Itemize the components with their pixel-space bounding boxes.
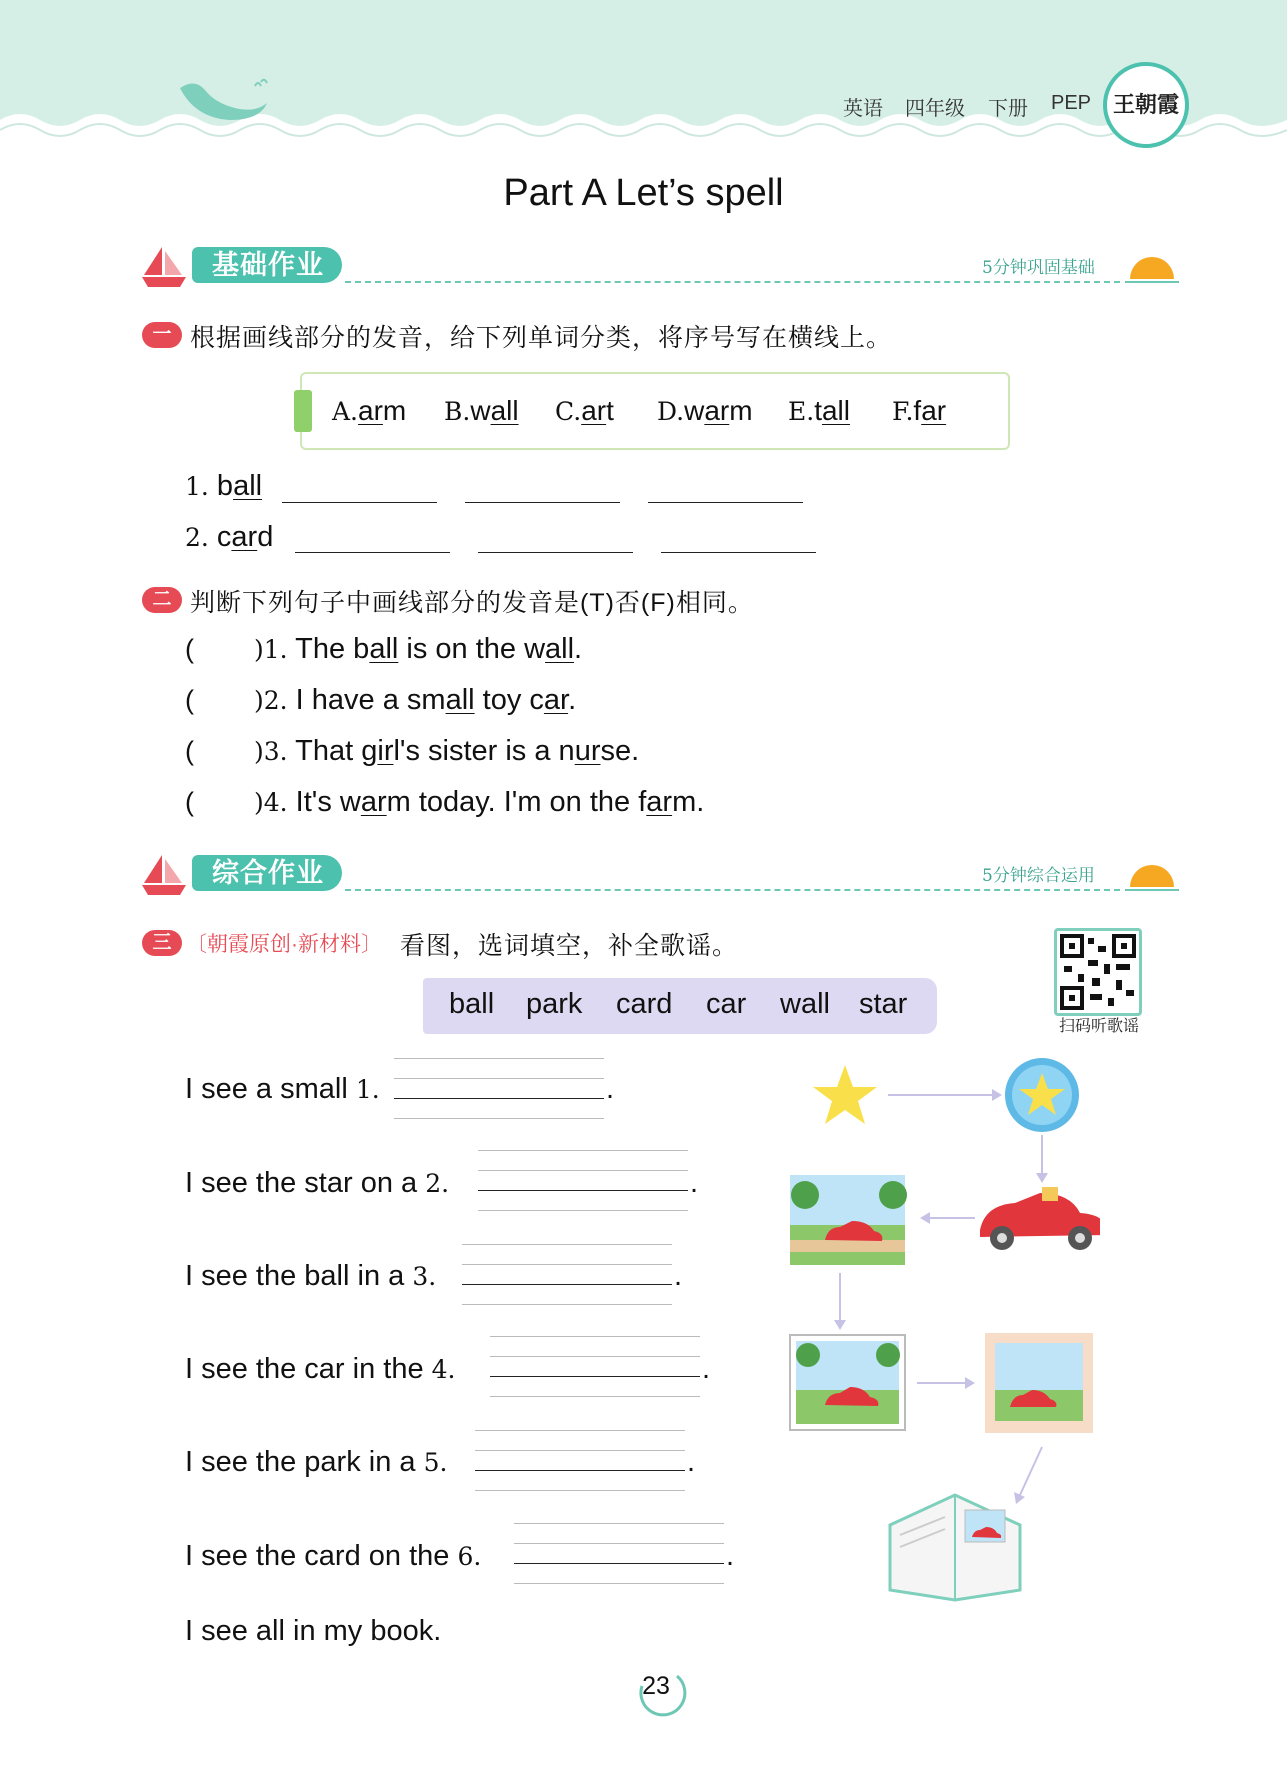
song-word-bank (423, 978, 937, 1034)
header-edition: PEP (1051, 92, 1092, 114)
sailboat-icon (140, 245, 190, 289)
card-picture-icon (985, 1333, 1093, 1433)
answer-lines[interactable] (478, 1150, 688, 1212)
bank-word: park (526, 988, 583, 1020)
answer-blank[interactable] (295, 552, 450, 553)
page-title: Part A Let’s spell (503, 172, 784, 214)
header-volume: 下册 (988, 98, 1028, 120)
option-f: F.far (892, 395, 947, 426)
sailboat-icon (140, 853, 190, 897)
page-number: 23 (642, 1672, 670, 1700)
whale-icon (175, 78, 275, 133)
wall-picture-icon (790, 1335, 905, 1430)
answer-lines[interactable] (462, 1244, 672, 1306)
option-d: D.warm (657, 395, 753, 426)
section-banner-comprehensive (140, 853, 1180, 897)
qr-label: 扫码听歌谣 (1058, 1018, 1139, 1035)
option-c: C.art (555, 395, 614, 426)
header-subject: 英语 (843, 98, 883, 120)
star-icon (813, 1065, 877, 1124)
question-badge-3: 三 (142, 930, 182, 956)
brand-logo-text: 王朝霞 (1112, 92, 1179, 118)
q3-instruction: 看图，选词填空，补全歌谣。 (400, 932, 739, 960)
answer-blank[interactable] (465, 502, 620, 503)
bank-word: car (706, 988, 747, 1020)
bank-word: wall (780, 988, 830, 1020)
brand-logo (1103, 62, 1189, 148)
bank-word: card (616, 988, 673, 1020)
q2-instruction: 判断下列句子中画线部分的发音是(T)否(F)相同。 (190, 589, 754, 617)
song-illustration (780, 1055, 1100, 1605)
q2-item-3: ( )3. That girl's sister is a nurse. (185, 735, 640, 767)
q2-item-4: ( )4. It's warm today. I'm on the farm. (185, 786, 705, 818)
q2-item-2: ( )2. I have a small toy car. (185, 684, 577, 716)
sunrise-icon (1125, 247, 1180, 287)
header-grade: 四年级 (905, 98, 965, 120)
bank-word: star (859, 988, 908, 1020)
option-e: E.tall (788, 395, 850, 426)
bank-word: ball (449, 988, 495, 1020)
question-badge-2: 二 (142, 587, 182, 613)
answer-lines[interactable] (490, 1336, 700, 1398)
park-picture-icon (790, 1175, 907, 1265)
q1-item-1: 1. ball (185, 470, 263, 502)
song-line-4: I see the car in the 4. (185, 1353, 456, 1385)
q2-item-1: ( )1. The ball is on the wall. (185, 633, 583, 665)
song-line-1: I see a small 1. (185, 1073, 380, 1105)
answer-blank[interactable] (282, 502, 437, 503)
sunrise-icon (1125, 855, 1180, 895)
car-icon (980, 1187, 1100, 1250)
q1-instruction: 根据画线部分的发音，给下列单词分类，将序号写在横线上。 (190, 324, 893, 352)
answer-lines[interactable] (475, 1430, 685, 1492)
section-sub: 5分钟巩固基础 (982, 258, 1095, 278)
ball-icon (1005, 1058, 1079, 1132)
answer-blank[interactable] (648, 502, 803, 503)
qr-code-icon (1060, 934, 1136, 1010)
q3-tag: 〔朝霞原创·新材料〕 (186, 933, 382, 956)
song-line-5: I see the park in a 5. (185, 1446, 448, 1478)
qr-code[interactable] (1054, 928, 1142, 1016)
word-options-box (300, 372, 1010, 450)
section-sub: 5分钟综合运用 (982, 866, 1095, 886)
answer-lines[interactable] (394, 1058, 604, 1120)
book-icon (890, 1495, 1020, 1600)
question-badge-1: 一 (142, 322, 182, 348)
answer-blank[interactable] (661, 552, 816, 553)
q1-item-2: 2. card (185, 521, 274, 553)
answer-blank[interactable] (478, 552, 633, 553)
song-line-6: I see the card on the 6. (185, 1540, 482, 1572)
section-label: 基础作业 (212, 250, 324, 280)
song-line-2: I see the star on a 2. (185, 1167, 450, 1199)
answer-lines[interactable] (514, 1523, 724, 1585)
song-last-line: I see all in my book. (185, 1615, 442, 1647)
section-label: 综合作业 (212, 858, 324, 888)
song-line-3: I see the ball in a 3. (185, 1260, 437, 1292)
section-banner-basic (140, 245, 1180, 289)
option-b: B.wall (444, 395, 519, 426)
option-a: A.arm (332, 395, 407, 426)
